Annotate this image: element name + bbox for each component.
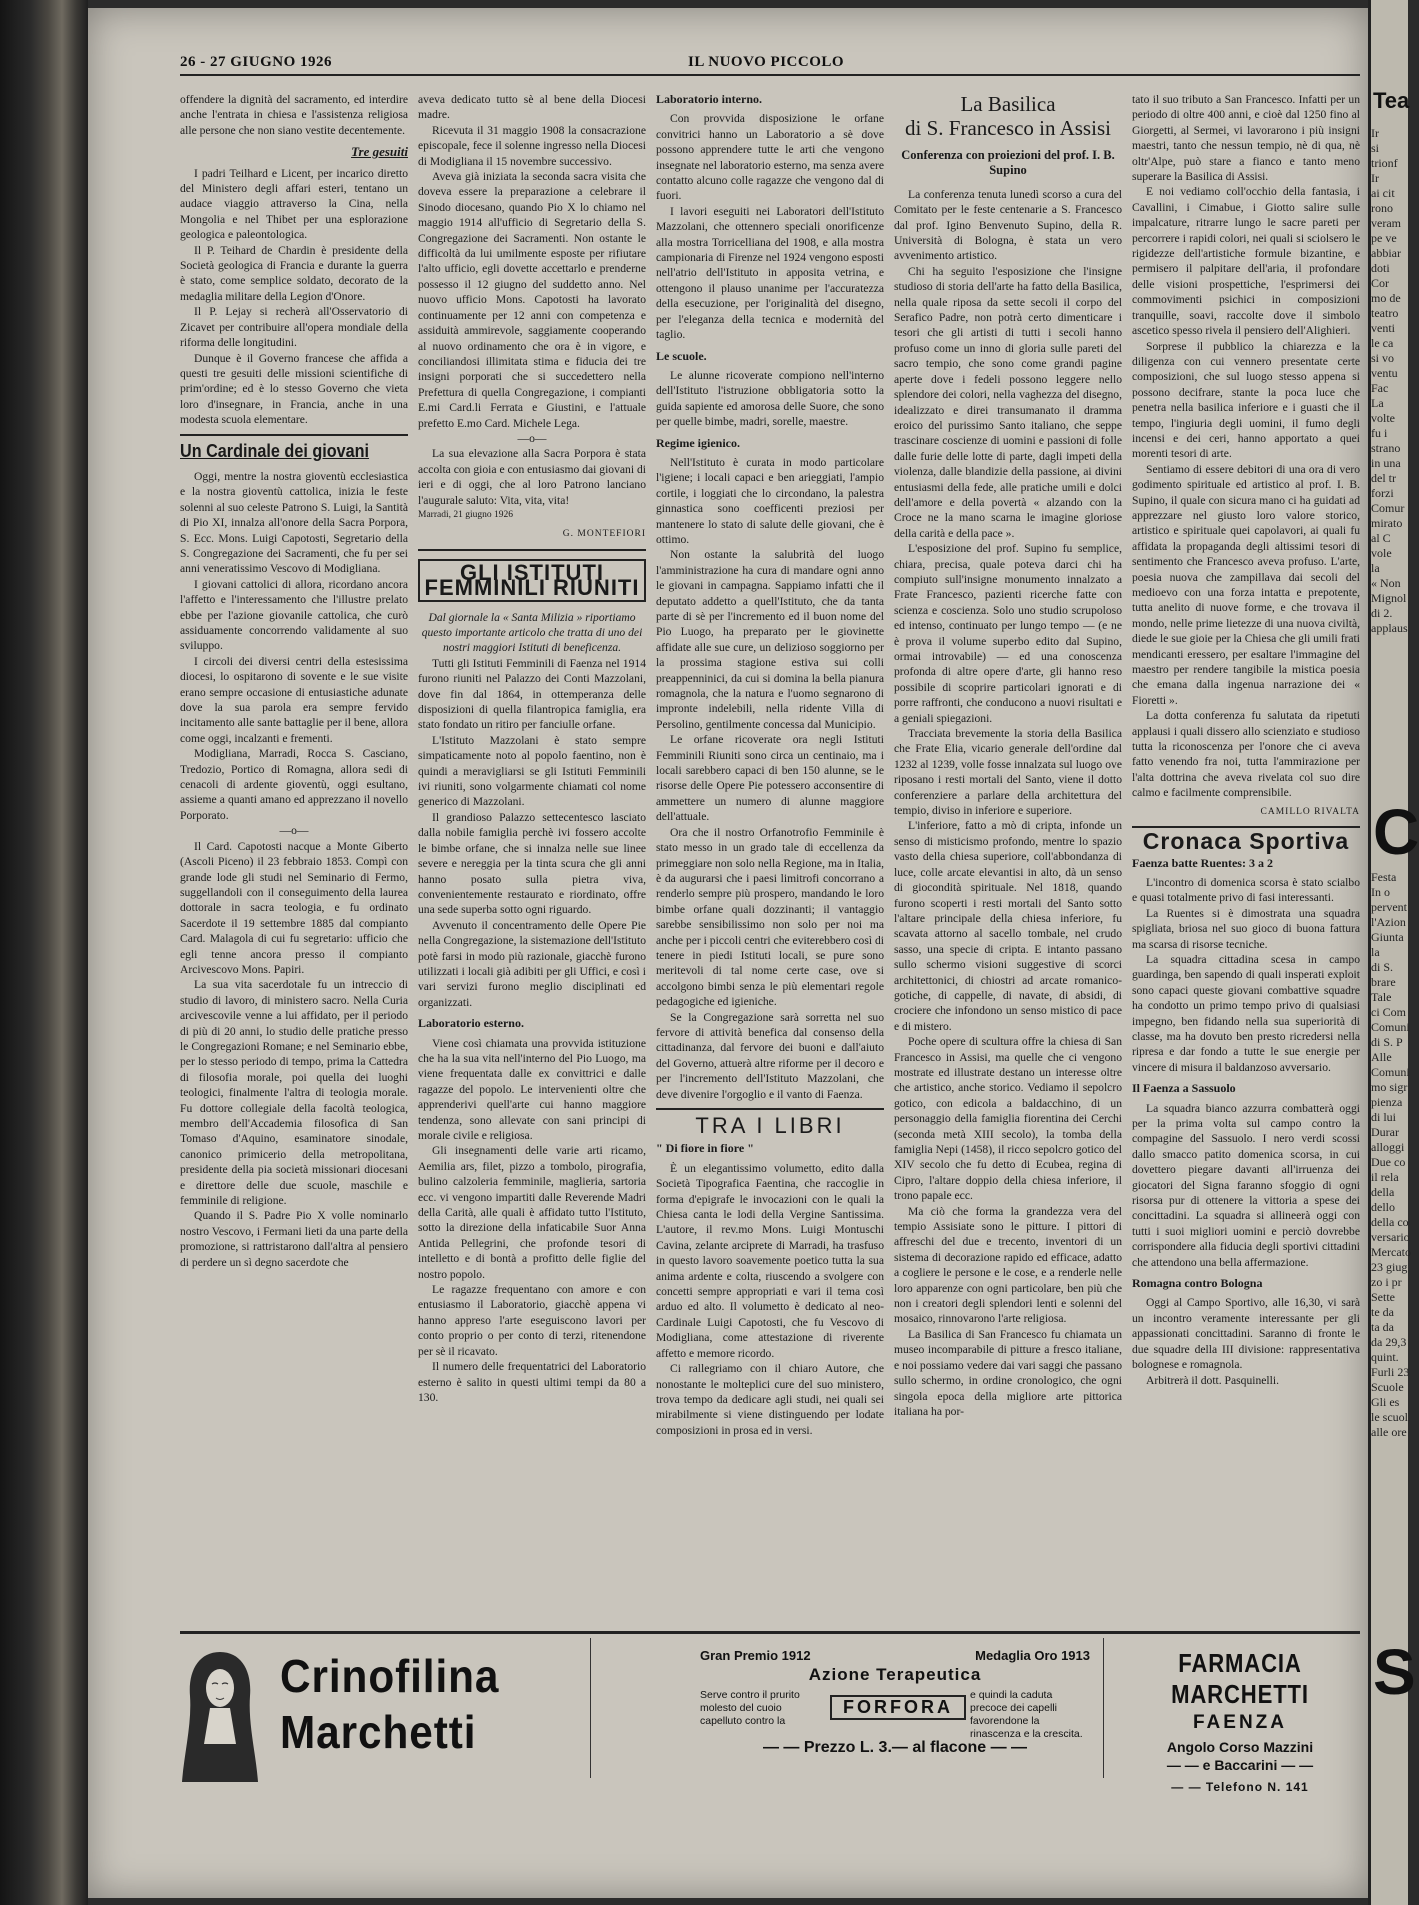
fragment-line: zo i pr (1371, 1275, 1402, 1289)
fragment-line: alle ore (1371, 1425, 1407, 1439)
ad-small-text: e quindi la caduta precoce dei capelli favorendone la rinascenza e la crescita. (970, 1689, 1083, 1740)
title-line: di S. Francesco in Assisi (905, 116, 1111, 140)
subheading: Regime igienico. (656, 435, 740, 450)
fragment-lines (1371, 126, 1408, 636)
paragraph: Oggi al Campo Sportivo, alle 16,30, vi sarà un incontro veramente interessante per gli appassionati concittadini. Saranno di fronte le due squadre della III divisione: rappresentativa bolognese e romagnola. (1132, 1296, 1360, 1372)
paragraph: Chi ha seguito l'esposizione che l'insigne studioso di storia dell'arte ha fatto della Basilica, nella quale riposa da sette secoli il corpo del Serafico Padre, non potrà certo dimenticare i tesori che gli artisti di tutti i secoli hanno profuso come un inno di gloria sulle pareti del sacro tempio, che sono come grandi pagine aperte dove i fedeli possono leggere nello splendore dei colori, nella vaghezza del disegno, idealizzato e direi transumanato il dramma eroico del purissimo Santo italiano, che seppe trascinare coscienze di uomini e passioni di folle dalle furie delle lotte di parte, dagli impeti della violenza, dalle blandizie della passione, ai divini entusiasmi della fede, alle pratiche umili e dolci dell'amore e della povertà « alzando con la Croce ne la mano scarna le imagine gloriose della carità e della pace ». (894, 264, 1122, 540)
column-1 (180, 92, 408, 1622)
fragment-line: strano (1371, 441, 1401, 455)
fragment-line: del tr (1371, 471, 1396, 485)
paragraph: Modigliana, Marradi, Rocca S. Casciano, Tredozio, Portico di Romagna, allora sedi di cenacoli di ardente gioventù, oggi esultano, assieme a quanti amano ed apprezzano il novello Porporato. (180, 747, 408, 822)
fragment-line: l'Azion (1371, 915, 1406, 929)
fragment-line: Alle (1371, 1050, 1392, 1064)
separator: —o— (279, 824, 309, 838)
fragment-line: mo de (1371, 291, 1401, 305)
intro-italic: Dal giornale la « Santa Milizia » riportiamo questo importante articolo che tratta di uno dei nostri maggiori Istituti di beneficenza. (421, 610, 643, 655)
award-text: Gran Premio 1912 (700, 1648, 811, 1663)
column-4 (894, 92, 1122, 1622)
paragraph: Ma ciò che forma la grandezza vera del tempio Assisiate sono le pitture. I pittori di affreschi del due e trecento, inventori di un sistema di decorazione rapido ed efficace, adatto a cogliere le persone e le cose, e a renderle nelle loro apparenze con ogni particolare, ben più che non i creatori degli splendori lenti e solenni del mosaico, rinnovarono l'arte religiosa. (894, 1204, 1122, 1326)
paragraph: Tracciata brevemente la storia della Basilica che Frate Elia, vicario generale dell'ordine dal 1232 al 1239, volle fosse innalzata sul luogo ove riposano i resti mortali del Santo, viene il dotto conferenziere a parlare della architettura del tempio, diviso in inferiore e superiore. (894, 727, 1122, 818)
fragment-line: della (1371, 1185, 1395, 1199)
paragraph: Le ragazze frequentano con amore e con entusiasmo il Laboratorio, giacchè appena vi hanno appreso l'arte eseguiscono lavori per conto proprio o per conto di terzi, ritenendone per sè il ricavato. (418, 1283, 646, 1358)
award-text: Medaglia Oro 1913 (975, 1648, 1090, 1663)
subheading: Il Faenza a Sassuolo (1132, 1081, 1236, 1096)
fragment-letter: C (1373, 796, 1419, 868)
fragment-line: brare (1371, 975, 1396, 989)
ad-farmacia-title: FARMACIA MARCHETTI (1171, 1648, 1309, 1709)
fragment-line: Durar (1371, 1125, 1399, 1139)
ad-divider (1103, 1638, 1104, 1778)
ad-address (1120, 1738, 1360, 1774)
fragment-line: le scuol (1371, 1410, 1408, 1424)
fragment-line: venti (1371, 321, 1395, 335)
fragment-line: La (1371, 396, 1384, 410)
column-5 (1132, 92, 1360, 1622)
column-2 (418, 92, 646, 1622)
ad-divider (590, 1638, 591, 1778)
paragraph: Sorprese il pubblico la chiarezza e la diligenza con cui vennero presentate certe composizioni, che sul luogo stesso appena si possono decifrare, stante la poca luce che penetra nella basilica inferiore e i guasti che il tempo, l'ingiuria degli uomini, il fumo degli incensi e dei ceri, hanno apportato a quei morenti tesori di arte. (1132, 339, 1360, 461)
fragment-line: la (1371, 945, 1380, 959)
header-rule (180, 74, 1360, 76)
section-title-sport: Cronaca Sportiva (1142, 828, 1350, 855)
ad-title-line: Marchetti (280, 1706, 477, 1758)
fragment-line: quint. (1371, 1350, 1399, 1364)
fragment-line: ci Com (1371, 1005, 1406, 1019)
paragraph: Viene così chiamata una provvida istituzione che ha la sua vita nell'interno del Pio Luogo, ma viene frequentata dalle ex convittrici e dalle ragazze del popolo. Le intervenienti oltre che apprenderivi quell'arte cui hanno maggiore tendenza, sono allevate con sani principi di morale civile e religiosa. (418, 1036, 646, 1142)
paragraph: Arbitrerà il dott. Pasquinelli. (1146, 1373, 1279, 1387)
subheading: Romagna contro Bologna (1132, 1276, 1263, 1291)
paragraph: I padri Teilhard e Licent, per incarico diretto del Ministero degli affari esteri, tentano un audace viaggio attraverso la Cina, nella Mongolia e nel Thibet per una esplorazione geologica e paleontologica. (180, 166, 408, 242)
fragment-heading: Tea (1373, 88, 1410, 113)
paragraph: La Basilica di San Francesco fu chiamata un museo incomparabile di pitture a fresco italiane, e noi possiamo vedere dai vari saggi che passano sullo schermo, in ordine cronologico, che ogni singola epoca della migliore arte pittorica italiana ha por- (894, 1327, 1122, 1418)
paragraph: Non ostante la salubrità del luogo l'amministrazione ha cura di mandare ogni anno le giovani in campagna. Sappiamo infatti che il deputato addetto a quell'Istituto, che da tanta parte di sè per l'incremento ed il buon nome del Pio Luogo, ha preparato per le giovinette affidate alle sue cure, un delizioso soggiorno per la prossima stagione estiva sui colli preappenninici, da cui si domina la bella pianura romagnola, che la natura e l'uomo segnarono di impronte indelebili, nella ridente Villa di Persolino, gentilmente concessa dal Municipio. (656, 548, 884, 731)
fragment-line: doti (1371, 261, 1390, 275)
fragment-line: rono (1371, 201, 1393, 215)
fragment-line: di lui (1371, 1110, 1397, 1124)
fragment-line: Scuole (1371, 1380, 1404, 1394)
section-title-cardinale: Un Cardinale dei giovani (180, 440, 370, 461)
fragment-line: volte (1371, 411, 1395, 425)
fragment-line: te da (1371, 1305, 1394, 1319)
fragment-line: Fac (1371, 381, 1389, 395)
paragraph: I circoli dei diversi centri della estesissima diocesi, lo ospitarono di sovente e le sue visite erano sempre occasione di entusiastiche adunate dove la sua parola era sempre fervido incitamento alle sante battaglie per il bene, allora come oggi, incalzanti e frementi. (180, 654, 408, 745)
ad-title-line: Crinofilina (280, 1650, 500, 1702)
paragraph: Dunque è il Governo francese che affida a questi tre gesuiti delle missioni scientifiche di prim'ordine; ed è lo stesso Governo che vieta loro d'insegnare, in Francia, anche in una modesta scuola elementare. (180, 351, 408, 427)
fragment-line: ai cit (1371, 186, 1395, 200)
book-binding (0, 0, 88, 1905)
paragraph: Avvenuto il concentramento delle Opere Pie nella Congregazione, la sistemazione dell'Istituto potè farsi in modo più razionale, giacchè furono utilizzati i locali già adibiti per gli Uffici, e così i vari servizi furono meglio disciplinati ed organizzati. (418, 918, 646, 1009)
paragraph: La sua elevazione alla Sacra Porpora è stata accolta con gioia e con entusiasmo dai giovani di ieri e di oggi, che al loro Patrono lanciano l'augurale saluto: Vita, vita, vita! (418, 447, 646, 507)
signature: CAMILLO RIVALTA (1260, 806, 1360, 817)
section-title-libri: TRA I LIBRI (695, 1113, 845, 1138)
fragment-line: di 2. (1371, 606, 1393, 620)
fragment-line: Mignol (1371, 591, 1407, 605)
fragment-line: Comuni (1371, 1065, 1410, 1079)
fragment-line: vole (1371, 546, 1392, 560)
adjacent-page-fragment (1368, 0, 1419, 1905)
paragraph: Il Card. Capotosti nacque a Monte Giberto (Ascoli Piceno) il 23 febbraio 1853. Compì con grande lode gli studi nel Seminario di Fermo, suggellandoli con il conseguimento della laurea dottorale in sacra teologia, e fu ordinato Sacerdote il 19 settembre 1885 dal compianto Card. Malagola di cui fu segretario: ufficio che egli tenne ancora presso il compianto Arcivescovo Mons. Papiri. (180, 839, 408, 976)
ad-forfora (700, 1648, 1090, 1784)
subheading: Laboratorio esterno. (418, 1016, 524, 1031)
subheading: " Di fiore in fiore " (656, 1141, 754, 1156)
paragraph: La dotta conferenza fu salutata da ripetuti applausi i quali dissero allo scienziato e studioso tutta la riconoscenza per l'onore che ci aveva fatto venendo fra noi, tutta l'ammirazione per l'alta dottrina che aveva rivelata col suo dire calmo e facilmente comprensibile. (1132, 709, 1360, 800)
subheading: Laboratorio interno. (656, 92, 762, 106)
ad-small-text: Serve contro il prurito molesto del cuoio capelluto contro la (700, 1689, 800, 1727)
fragment-line: forzi (1371, 486, 1394, 500)
fragment-line: Furli 23 (1371, 1365, 1410, 1379)
fragment-line: dello (1371, 1200, 1395, 1214)
fragment-line: versario (1371, 1230, 1410, 1244)
paragraph: I lavori eseguiti nei Laboratori dell'Istituto Mazzolani, che ottennero speciali onorificenze alla mostra Torricelliana del 1908, e alla mostra campionaria di Firenze nel 1924 vengono esposti nell'atrio dell'Istituto in apposita vetrina, e ottengono il plauso unanime per l'accuratezza della esecuzione, per l'originalità del disegno, per l'eleganza della tecnica e modernità del taglio. (656, 204, 884, 342)
newspaper-page (88, 8, 1368, 1898)
dateline: Marradi, 21 giugno 1926 (418, 509, 513, 520)
paragraph: Gli insegnamenti delle varie arti ricamo, Aemilia ars, filet, pizzo a tombolo, pirografia, bulino calzoleria femminile, maglieria, sartoria ecc. vi vengono impartiti dalle Reverende Madri della Carità, alle quali è affidato tutto l'Istituto, sotto la direzione della infaticabile Suor Anna Antida Pellegrini, che profonde tesori di intelletto e di bontà a profitto delle figlie del nostro popolo. (418, 1144, 646, 1281)
fragment-line: Comuni (1371, 1020, 1410, 1034)
fragment-line: in una (1371, 456, 1401, 470)
address-line: Angolo Corso Mazzini (1166, 1739, 1314, 1755)
paragraph: Il P. Teihard de Chardin è presidente della Società geologica di Francia e durante la guerra è stato, come semplice soldato, decorato de la medaglia militare della Legion d'Onore. (180, 243, 408, 303)
fragment-line: Cor (1371, 276, 1389, 290)
fragment-line: abbiar (1371, 246, 1401, 260)
paragraph: Ora che il nostro Orfanotrofio Femminile è stato messo in un grado tale di eccellenza da primeggiare non solo nella Regione, ma in Italia, è da augurarsi che i paesi limitrofi concorrano a renderlo sempre più prospero, mandando le loro bimbe orfane quali dozzinanti; il vantaggio sarebbe sensibilissimo non solo per noi ma anche per i piccoli centri che eviterebbero così di tenere in piedi Istituti locali, se pure sono meritevoli di tal nome certe case, ove si accolgono bimbi senza le più elementari regole pedagogiche ed igieniche. (656, 825, 884, 1009)
ad-subtitle: Azione Terapeutica (808, 1665, 982, 1684)
paragraph: Le alunne ricoverate compiono nell'interno dell'Istituto l'istruzione obbligatoria sotto la guida sapiente ed amorosa delle Suore, che sono per quelle bimbe, madri, sorelle, maestre. (656, 368, 884, 429)
paragraph: L'esposizione del prof. Supino fu semplice, chiara, precisa, quale poteva darci chi ha compiuto sull'insigne monumento innalzato a Frate Francesco, pazienti ricerche fatte con scienza e coscienza. Solo uno studio scrupoloso ed intenso, continuato per lungo tempo — (e ne è prova il volume superbo edito dal Supino, ormai introvabile) — ed una conoscenza profonda di altre opere d'arte, gli hanno reso possibile di scoprire particolari ignorati e di porre raffronti, che conducono a nuovi risultati e a geniali spiegazioni. (894, 542, 1122, 725)
fragment-line: ta da (1371, 1320, 1394, 1334)
fragment-line: pervent (1371, 900, 1407, 914)
signature: G. MONTEFIORI (562, 529, 646, 540)
paragraph: È un elegantissimo volumetto, edito dalla Società Tipografica Faentina, che raccoglie in forma d'epigrafe le invocazioni con le quali la Chiesa canta le lodi della Vergine Santissima. L'autore, il rev.mo Mons. Luigi Montuschi Cavina, zelante arciprete di Marradi, ha trasfuso in questo lavoro soavemente poetico tutta la sua anima ardente e colta, riuscendo a svolgere con concetti sempre appropriati e vari il tema così arduo ed alto. Il volumetto è dedicato al neo-Cardinale Luigi Capotosti, che fu Vescovo di Modigliana, come attestazione di riverente affetto e memore ricordo. (656, 1161, 884, 1360)
paragraph: Con provvida disposizione le orfane convitrici hanno un Laboratorio a sè dove possono apprendere tutte le arti che vengono insegnate nel laboratorio esterno, ma senza avere contatto alcuno colle ragazze che vengono dal di fuori. (656, 112, 884, 203)
fragment-line: Sette (1371, 1290, 1395, 1304)
paragraph: La sua vita sacerdotale fu un intreccio di studio di lavoro, di ministero sacro. Nella Curia arcivescovile venne a lui affidato, per il periodo di più di 20 anni, lo studio delle pratiche presso le Congregazioni Romane; e nel Seminario ebbe, per lo stesso periodo di tempo, prima la Cattedra di filosofia morale, poi quella dei luoghi teologici, finalmente l'altra di teologia morale. Fu dottore collegiale della facoltà teologica, membro dell'Accademia filosofica di San Tomaso d'Aquino, esaminatore sinodale, canonico primicerio della metropolitana, presidente della pia società missionari diocesani e direttore delle due scuole, maschile e femminile di religione. (180, 978, 408, 1208)
fragment-line: applaus (1371, 621, 1408, 635)
section-title-gesuiti: Tre gesuiti (351, 144, 408, 160)
fragment-line: il rela (1371, 1170, 1399, 1184)
fragment-line: teatro (1371, 306, 1399, 320)
fragment-line: Ir (1371, 171, 1379, 185)
ad-forfora-box: FORFORA (830, 1695, 966, 1720)
fragment-line: si (1371, 141, 1380, 155)
separator: —o— (517, 431, 547, 445)
ad-price: — — Prezzo L. 3.— al flacone — — (762, 1739, 1028, 1756)
paragraph: La squadra bianco azzurra combatterà oggi per la prima volta sul campo contro la compagine del Sassuolo. I nero verdi scossi dallo smacco patito domenica scorsa, in cui dovettero piegare davanti all'irruenza dei giocatori del Signa faranno sfoggio di ogni risorsa pur di ottenere la vittoria a spese dei concittadini. La squadra si allineerà oggi con tutti i suoi migliori uomini e perciò dovrebbe corrispondere alla fiducia degli sportivi cittadini che attendono una bella affermazione. (1132, 1101, 1360, 1269)
fragment-line: di S. (1371, 960, 1394, 974)
paragraph: Ci rallegriamo con il chiaro Autore, che nonostante le molteplici cure del suo ministero, trova tempo da dedicare agli studi, nei quali sei mirabilmente si viene distinguendo per lodate composizioni in prosa ed in versi. (656, 1362, 884, 1437)
subheading: Faenza batte Ruentes: 3 a 2 (1132, 855, 1273, 870)
fragment-line: mirato (1371, 516, 1403, 530)
ad-farmacia (1120, 1648, 1360, 1794)
fragment-line: « Non (1371, 576, 1401, 590)
paragraph: Poche opere di scultura offre la chiesa di San Francesco in Assisi, ma quelle che ci vengono mostrate ed illustrate destano un interesse oltre che artistico, anche storico. Vediamo il sepolcro gotico, con edicola a baldacchino, di un personaggio della famiglia fiorentina dei Cerchi (seconda metà XIII secolo), la tomba della famiglia Nepi (1458), il ricco sepolcro gotico del XIV secolo che fu detto di Ecubea, regina di Cipro, l'altare doppio della chiesa inferiore, il trono papale ecc. (894, 1035, 1122, 1203)
fragment-line: al C (1371, 531, 1391, 545)
fragment-line: Ir (1371, 126, 1379, 140)
paragraph: L'inferiore, fatto a mò di cripta, infonde un senso di misticismo profondo, mentre lo spazio vasto della chiesa superiore, coll'abbondanza di luce, colle arcate elevantisi in alto, dà un senso di giocondità spirituale. Nel 1818, quando furono scoperti i resti mortali del Santo sotto l'altare principale della chiesa inferiore, fu scavata attorno al sacello tombale, nel crudo sasso, una specie di cripta. E intanto passano sullo schermo visioni suggestive di scorci architettonici, di chiostri ad arcate romanico-gotiche, di cappelle, di navate, di absidi, di crociere che infondono un senso mistico di pace e di mistero. (894, 819, 1122, 1033)
page-date: 26 - 27 GIUGNO 1926 (180, 54, 332, 70)
fragment-line: fu i (1371, 426, 1388, 440)
fragment-line: Mercato (1371, 1245, 1411, 1259)
ad-crinofilina (180, 1644, 600, 1784)
paragraph: La Ruentes si è dimostrata una squadra spigliata, briosa nel suo gioco di buona fattura ma scarsa di risorse tecniche. (1132, 906, 1360, 951)
paragraph: La squadra cittadina scesa in campo guardinga, ben sapendo di quali insperati exploit sono capaci queste giovani combattive squadre ha condotto un primo tempo privo di qualsiasi impegno, ben fidando nella sua superiorità di classe, ma ha dovuto ben presto ricredersi nella ripresa e dar fondo a tutte le sue energie per vincere di misura il baldanzoso avversario. (1132, 952, 1360, 1074)
fragment-line: mo sigr (1371, 1080, 1408, 1094)
advertisement-strip (180, 1631, 1360, 1794)
fragment-line: alloggi (1371, 1140, 1405, 1154)
paragraph: Il grandioso Palazzo settecentesco lasciato dalla nobile famiglia perchè ivi fossero accolte le bimbe orfane, che si innalza nelle sue linee severe e nereggia per la tinta scura che gli anni hanno posato sulla pietra viva, convenientemente restaurato e riordinato, offre una sede superba sotto ogni riguardo. (418, 810, 646, 917)
title-line: La Basilica (960, 92, 1056, 116)
paragraph: I giovani cattolici di allora, ricordano ancora l'affetto e l'interessamento che l'illustre prelato ebbe per l'azione giovanile cattolica, che curò assiduamente concorrendo validamente al suo sviluppo. (180, 577, 408, 653)
paragraph: Aveva già iniziata la seconda sacra visita che doveva essere la preparazione a celebrare il Sinodo diocesano, quando Pio X lo chiamo nel maggio 1914 all'ufficio di Segretario della S. Congregazione dei Sacramenti. Non ostante le difficoltà da lui umilmente esposte per rifiutare l'alto ufficio, egli dovette accettarlo e prenderne possesso il 12 giugno del suddetto anno. Nel nuovo ufficio Mons. Capotosti ha lavorato continuamente per 12 anni con competenza e assiduità ammirevole, saggiamente cooperando al nuovo ordinamento che ora è in vigore, e conciliandosi illimitata stima e fiducia dei tre insigni porporati che si succedettero nella Prefettura di quella Congregazione, i compianti E.mi Card.li Ferrata e Giustini, e l'attuale prefetto E.mo Card. Michele Lega. (418, 170, 646, 430)
paragraph: Il P. Lejay si recherà all'Osservatorio di Zicavet per contribuire all'opera mondiale della riforma delle longitudini. (180, 305, 408, 350)
fragment-line: Tale (1371, 990, 1392, 1004)
paragraph: tato il suo tributo a San Francesco. Infatti per un periodo di oltre 400 anni, e cioè dal 1250 fino al Giorgetti, al Sermei, vi lavorarono i più insigni maestri, tanto che nessun tempio, nè di qua, nè oltr'Alpe, può stare a fianco e tanto meno superare la Basilica di Assisi. (1132, 93, 1360, 184)
paragraph: Sentiamo di essere debitori di una ora di vero godimento spirituale ed artistico al prof. I. B. Supino, il quale con sicura mano ci ha guidati ad apprezzare nel giusto loro valore storico, artistico e spirituale quei capolavori, ai quali fu affidata la propaganda degli altissimi tesori di sentimento che Francesco aveva profuso. L'arte, poesia nuova che zampillava dai secoli del medioevo con una forza intatta e prepotente, tutta anelito di nuove forme, e che trovava il mondo, nelle prime lietezze di una nuova civiltà, diede le sue gioie per la Chiesa che gli umili frati mendicanti eressero, per esaltare l'immagine del maestro per rendere tangibile la mistica poesia che emana dalla ingenua narrazione dei « Fioretti ». (1132, 462, 1360, 707)
paragraph: Oggi, mentre la nostra gioventù ecclesiastica e la nostra gioventù cattolica, inizia le feste solenni al suo celeste Patrono S. Luigi, la Santità di Pio XI, innalza all'onore della Sacra Porpora, S. Ecc. Mons. Luigi Capotosti, Segretario della S. Congregazione dei Sacramenti, che fu per sei anni veneratissimo Vescovo di Modigliana. (180, 469, 408, 576)
fragment-line: Festa (1371, 870, 1397, 884)
ad-crinofilina-text (280, 1648, 499, 1760)
fragment-line: pienza (1371, 1095, 1403, 1109)
paragraph: Quando il S. Padre Pio X volle nominarlo nostro Vescovo, i Fermani lieti da una parte della promozione, si rattristarono dall'altra al pensiero di perdere un sì degno sacerdote che (180, 1209, 408, 1269)
paragraph: L'Istituto Mazzolani è stato sempre simpaticamente noto al popolo faentino, non è quindi a meravigliarsi se gli Istituti Femminili ivi riuniti, sono volgarmente chiamati col nome generico di Mazzolani. (418, 733, 646, 809)
newspaper-title: IL NUOVO PICCOLO (688, 54, 845, 70)
paragraph: E noi vediamo coll'occhio della fantasia, i Cavallini, i Cimabue, i Giotto salire sulle impalcature, ritrarre lungo le sacre pareti per percorrere i rapidi colori, nei quali si sciolsero le rigidezze dell'artistiche formule bizantine, e permisero il palpitare dell'aria, il profondare delle visioni prospettiche, l'esprimersi dei commovimenti psichici in composizioni tranquille, soavi, raccolte dove il simbolo ascetico spesso rivela il pensiero dell'Alighieri. (1132, 185, 1360, 338)
ad-city: FAENZA (1193, 1712, 1287, 1733)
paragraph: La conferenza tenuta lunedì scorso a cura del Comitato per le feste centenarie a S. Francesco dal prof. Igino Benvenuto Supino, della R. Università di Bologna, è stata un vero avvenimento artistico. (894, 187, 1122, 263)
fragment-line: 23 giug (1371, 1260, 1408, 1274)
fragment-line: Comur (1371, 501, 1405, 515)
column-3 (656, 92, 884, 1622)
fragment-lines (1371, 870, 1411, 1440)
fragment-line: la (1371, 561, 1380, 575)
paragraph: Nell'Istituto è curata in modo particolare l'igiene; i locali capaci e ben arieggiati, l'ampio cortile, i loggiati che lo circondano, la palestra ginnastica sono coefficenti preziosi per mantenere lo stato di salute delle giovani, che è ottimo. (656, 455, 884, 546)
paragraph: offendere la dignità del sacramento, ed interdire anche l'entrata in chiesa e l'assistenza religiosa alle persone che non siano vestite decentemente. (180, 93, 408, 137)
fragment-line: In o (1371, 885, 1390, 899)
fragment-line: da 29,3 (1371, 1335, 1407, 1349)
fragment-line: di S. P (1371, 1035, 1403, 1049)
ad-telephone: — — Telefono N. 141 (1171, 1780, 1309, 1794)
fragment-line: si vo (1371, 351, 1395, 365)
article-subtitle: Conferenza con proiezioni del prof. I. B. Supino (901, 148, 1115, 178)
divider (418, 549, 646, 551)
fragment-line: ventu (1371, 366, 1398, 380)
divider (656, 1108, 884, 1110)
paragraph: Le orfane ricoverate ora negli Istituti Femminili Riuniti sono circa un centinaio, ma i locali sarebbero capaci di ben 150 alunne, se le risorse delle Opere Pie potessero acconsentire di ammettere un numero di alunne maggiore dell'attuale. (656, 733, 884, 824)
section-title-istituti: GLI ISTITUTI FEMMINILI RIUNITI (418, 559, 646, 602)
fragment-line: trionf (1371, 156, 1398, 170)
woman-portrait-icon (180, 1644, 260, 1784)
fragment-line: veram (1371, 216, 1401, 230)
fragment-letter: S (1373, 1636, 1416, 1708)
fragment-line: pe ve (1371, 231, 1397, 245)
fragment-line: le ca (1371, 336, 1394, 350)
paragraph: Il numero delle frequentatrici del Laboratorio esterno è salito in questi ultimi tempi da 80 a 130. (418, 1360, 646, 1404)
paragraph: Tutti gli Istituti Femminili di Faenza nel 1914 furono riuniti nel Palazzo dei Conti Mazzolani, dove fin dal 1864, in ottemperanza delle disposizioni di quella filantropica famiglia, era stato fondato un ritiro per fanciulle orfane. (418, 656, 646, 732)
paragraph: L'incontro di domenica scorsa è stato scialbo e quasi totalmente privo di fasi interessanti. (1132, 875, 1360, 905)
fragment-line: Due co (1371, 1155, 1406, 1169)
fragment-line: della co (1371, 1215, 1409, 1229)
address-line: — — e Baccarini — — (1166, 1757, 1314, 1773)
paragraph: Se la Congregazione sarà sorretta nel suo fervore di attività benefica dal consenso della cittadinanza, dal fervore dei buoni e dall'aiuto del Governo, attuerà altre riforme per il decoro e per l'incremento dell'Istituto Mazzolani, che deve divenire l'orgoglio e il vanto di Faenza. (656, 1010, 884, 1101)
paragraph: aveva dedicato tutto sè al bene della Diocesi madre. (418, 93, 646, 122)
divider (180, 434, 408, 436)
subheading: Le scuole. (656, 348, 707, 363)
paragraph: Ricevuta il 31 maggio 1908 la consacrazione episcopale, fece il solenne ingresso nella Diocesi di Modigliana il 15 novembre successivo. (418, 123, 646, 168)
fragment-line: Giunta (1371, 930, 1404, 944)
article-title-basilica (894, 92, 1122, 140)
fragment-line: Gli es (1371, 1395, 1400, 1409)
